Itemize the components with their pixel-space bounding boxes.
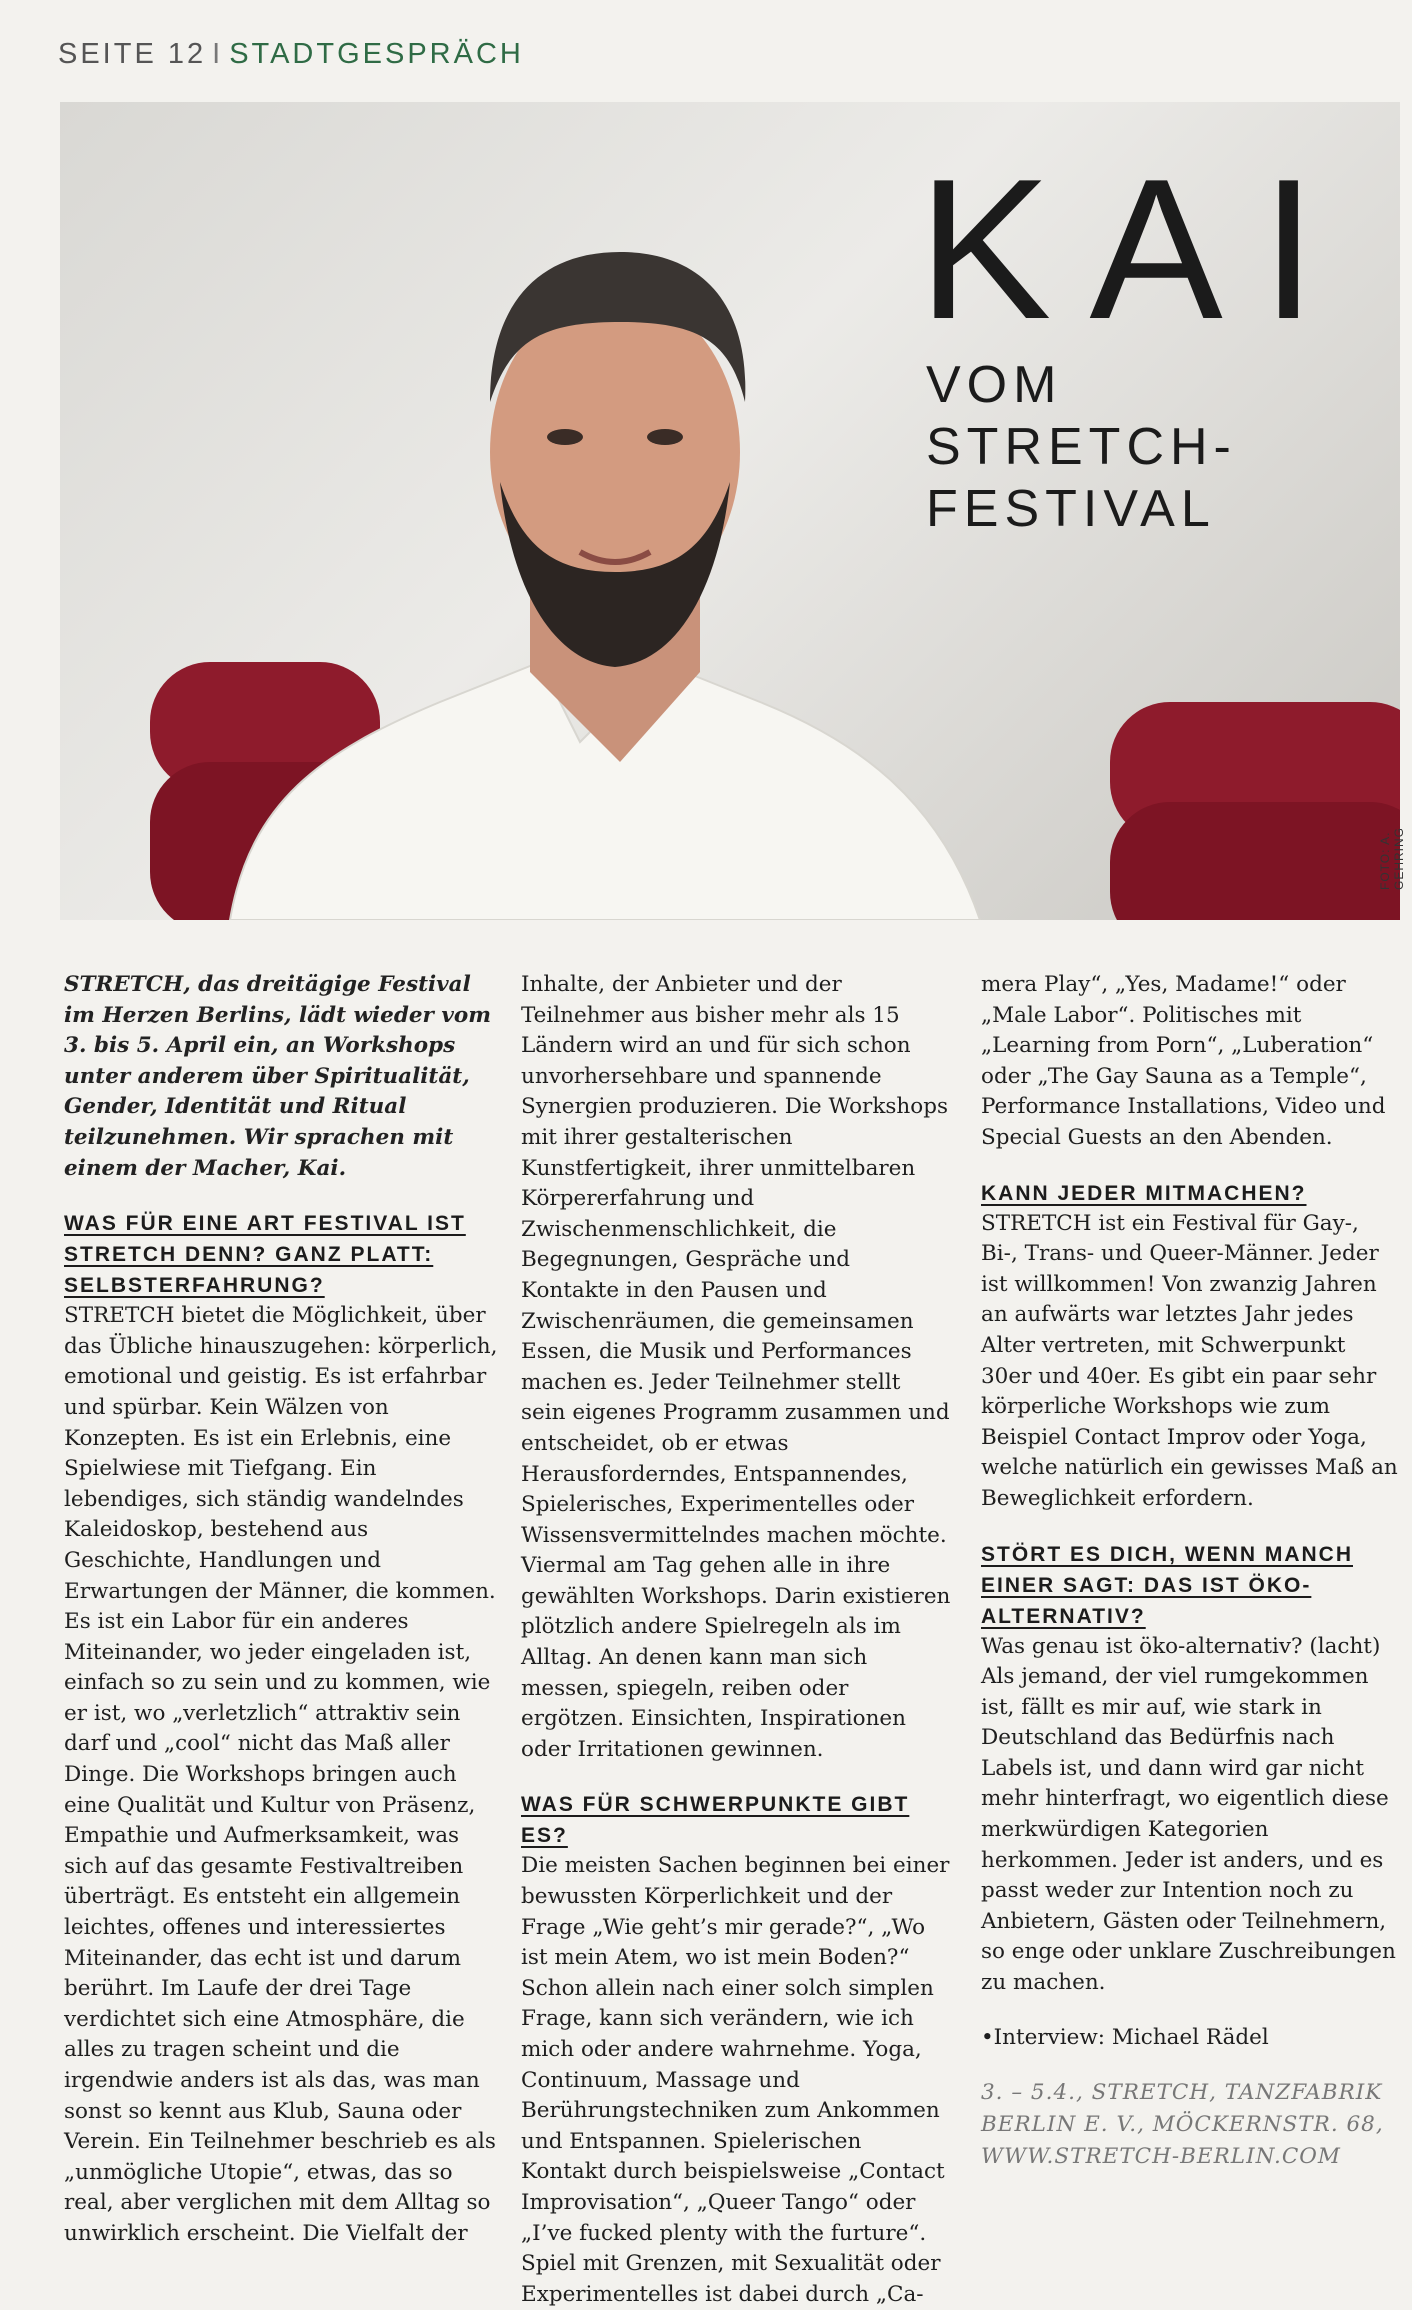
question-heading: STÖRT ES DICH, WENN MANCH EINER SAGT: DAS IST ÖKO-ALTERNATIV?: [981, 1542, 1353, 1628]
column-2: [521, 970, 951, 2310]
article-subtitle: [926, 354, 1237, 540]
event-info: 3. – 5.4., STRETCH, TANZFABRIK: [981, 2080, 1383, 2106]
column-3: [981, 970, 1401, 2173]
article-lead: STRETCH, das dreitägige Festival im Herzen Berlins, lädt wieder vom 3. bis 5. April ein, an Workshops unter anderem über Spiritualität, Gender, Identität und Ritual teilzunehmen. Wir sprachen mit einem der Macher, Kai.: [64, 972, 491, 1181]
subtitle-line: VOM: [926, 356, 1063, 414]
answer-text: mera Play“, „Yes, Madame!“ oder „Male Labor“. Politisches mit „Learning from Porn“, „Luberation“ oder „The Gay Sauna as a Temple“, Performance Installations, Video und Special Guests an den Abenden.: [981, 972, 1386, 1150]
event-website: WWW.STRETCH-BERLIN.COM: [981, 2144, 1341, 2170]
answer-text: STRETCH bietet die Möglichkeit, über das Übliche hinauszugehen: körperlich, emotional und geistig. Es ist erfahrbar und spürbar. Kein Wälzen von Konzepten. Es ist ein Erlebnis, eine Spielwiese mit Tiefgang. Ein lebendiges, sich ständig wandelndes Kaleidoskop, bestehend aus Geschichte, Handlungen und Erwartungen der Männer, die kommen. Es ist ein Labor für ein anderes Miteinander, wo jeder eingeladen ist, einfach so zu sein und zu kommen, wie er ist, wo „verletzlich“ attraktiv sein darf und „cool“ nicht das Maß aller Dinge. Die Workshops bringen auch eine Qualität und Kultur von Präsenz, Empathie und Aufmerksamkeit, was sich auf das gesamte Festivaltreiben überträgt. Es entsteht ein allgemein leichtes, offenes und interessiertes Miteinander, das echt ist und darum berührt. Im Laufe der drei Tage verdichtet sich eine Atmosphäre, die alles zu tragen scheint und die irgendwie anders ist als das, was man sonst so kennt aus Klub, Sauna oder Verein. Ein Teilnehmer beschrieb es als „unmögliche Utopie“, etwas, das so real, aber verglichen mit dem Alltag so unwirklich erscheint. Die Vielfalt der: [64, 1303, 498, 2246]
column-1: [64, 970, 500, 2250]
page-header: [58, 38, 524, 71]
event-info: BERLIN E. V., MÖCKERNSTR. 68,: [981, 2112, 1384, 2138]
author-credit: •Interview: Michael Rädel: [981, 2024, 1269, 2050]
answer-text: STRETCH ist ein Festival für Gay-, Bi-, Trans- und Queer-Männer. Jeder ist willkommen! Von zwanzig Jahren an aufwärts war letztes Jahr jedes Alter vertreten, mit Schwerpunkt 30er und 40er. Es gibt ein paar sehr körperliche Workshops wie zum Beispiel Contact Improv oder Yoga, welche natürlich ein gewisses Maß an Beweglichkeit erfordern.: [981, 1210, 1398, 1511]
portrait-photo: [60, 102, 1400, 920]
question-heading: KANN JEDER MITMACHEN?: [981, 1181, 1307, 1205]
header-separator: I: [212, 38, 224, 70]
answer-text: Inhalte, der Anbieter und der Teilnehmer aus bisher mehr als 15 Ländern wird an und für sich schon unvorhersehbare und spannende Synergien produzieren. Die Workshops mit ihrer gestalterischen Kunstfertigkeit, ihrer unmittelbaren Körpererfahrung und Zwischenmenschlichkeit, die Begegnungen, Gespräche und Kontakte in den Pausen und Zwischenräumen, die gemeinsamen Essen, die Musik und Performances machen es. Jeder Teilnehmer stellt sein eigenes Programm zusammen und entscheidet, ob er etwas Herausforderndes, Entspannendes, Spielerisches, Experimentelles oder Wissensvermittelndes machen möchte. Viermal am Tag gehen alle in ihre gewählten Workshops. Darin existieren plötzlich andere Spielregeln als im Alltag. An denen kann man sich messen, spiegeln, reiben oder ergötzen. Einsichten, Inspirationen oder Irritationen gewinnen.: [521, 972, 951, 1762]
subtitle-line: STRETCH-: [926, 418, 1237, 476]
answer-text: Was genau ist öko-alternativ? (lacht) Als jemand, der viel rumgekommen ist, fällt es mir auf, wie stark in Deutschland das Bedürfnis nach Labels ist, und dann wird gar nicht mehr hinterfragt, wo eigentlich diese merkwürdigen Kategorien herkommen. Jeder ist anders, und es passt weder zur Intention noch zu Anbietern, Gästen oder Teilnehmern, so enge oder unklare Zuschreibungen zu machen.: [981, 1633, 1396, 1996]
photo-credit: FOTO: A. GEHRING: [1378, 826, 1406, 890]
question-heading: WAS FÜR EINE ART FESTIVAL IST STRETCH DENN? GANZ PLATT: SELBSTERFAHRUNG?: [64, 1212, 466, 1298]
answer-text: Die meisten Sachen beginnen bei einer bewussten Körperlichkeit und der Frage „Wie geht’s mir gerade?“, „Wo ist mein Atem, wo ist mein Boden?“ Schon allein nach einer solch simplen Frage, kann sich verändern, wie ich mich oder andere wahrnehme. Yoga, Continuum, Massage und Berührungstechniken zum Ankommen und Entspannen. Spielerischen Kontakt durch beispielsweise „Contact Improvisation“, „Queer Tango“ oder „I’ve fucked plenty with the furture“. Spiel mit Grenzen, mit Sexualität oder Experimentelles ist dabei durch „Ca-: [521, 1853, 950, 2307]
article-title: KAI: [918, 138, 1355, 361]
page-number: SEITE 12: [58, 38, 207, 70]
section-name: STADTGESPRÄCH: [229, 38, 524, 70]
question-heading: WAS FÜR SCHWERPUNKTE GIBT ES?: [521, 1793, 910, 1848]
subtitle-line: FESTIVAL: [926, 480, 1216, 538]
